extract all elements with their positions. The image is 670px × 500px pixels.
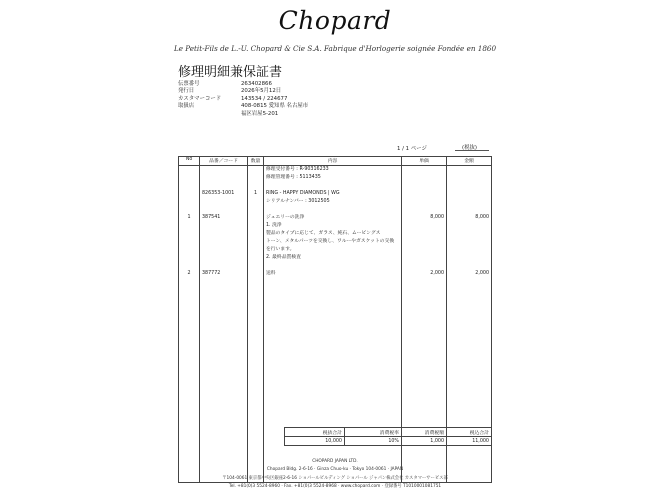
table-row: [179, 174, 492, 182]
cell-code: [200, 174, 248, 182]
table-header-row: [179, 157, 492, 166]
info-value: 263402866: [241, 81, 272, 87]
table-row: [179, 254, 492, 262]
tax-amount-value: 1,000: [402, 437, 447, 446]
blank-cell: [179, 278, 200, 483]
footer-address-jp: 〒104-0061 東京都中央区銀座2-6-16 ショパールビルディング ショパール ジャパン株式会社 カスタマーサービス部: [222, 476, 448, 481]
cell-code: [200, 198, 248, 206]
cell-amount: [447, 166, 492, 175]
cell-qty: [248, 262, 264, 270]
cell-amount: [447, 206, 492, 214]
table-row: [179, 182, 492, 190]
table-row: [179, 190, 492, 198]
tax-amount-label: 消費税額: [402, 428, 447, 437]
header-qty: 数量: [248, 157, 264, 166]
cell-description: [264, 206, 402, 214]
tax-rate-label: 消費税率: [345, 428, 402, 437]
cell-amount: [447, 182, 492, 190]
cell-qty: [248, 206, 264, 214]
cell-code: 826353-1001: [200, 190, 248, 198]
total-label: 税込合計: [447, 428, 492, 437]
cell-qty: [248, 222, 264, 230]
cell-amount: 2,000: [447, 270, 492, 278]
cell-unit-price: [402, 198, 447, 206]
cell-unit-price: [402, 222, 447, 230]
table-row: [179, 214, 492, 222]
totals-table: [284, 427, 492, 446]
table-row: [179, 166, 492, 175]
cell-no: [179, 222, 200, 230]
brand-tagline: Le Petit-Fils de L.-U. Chopard & Cie S.A. Fabrique d'Horlogerie soignée Fondée en 1860: [173, 44, 497, 53]
cell-description: 製品のタイプに応じて、ガラス、純石、ムービングス: [264, 230, 402, 238]
cell-unit-price: 8,000: [402, 214, 447, 222]
table-row: [179, 246, 492, 254]
cell-qty: [248, 198, 264, 206]
cell-description: トーン、メタルパーツを交換し、ワルーやガスケットの交換: [264, 238, 402, 246]
cell-description: を行います。: [264, 246, 402, 254]
table-row: [179, 222, 492, 230]
cell-code: [200, 262, 248, 270]
blank-cell: [264, 278, 402, 483]
cell-code: 387541: [200, 214, 248, 222]
cell-description: [264, 182, 402, 190]
cell-amount: [447, 174, 492, 182]
totals-label-row: [285, 428, 492, 437]
cell-unit-price: [402, 206, 447, 214]
cell-unit-price: [402, 254, 447, 262]
cell-no: [179, 174, 200, 182]
cell-no: [179, 190, 200, 198]
cell-description: 2. 最終品質検査: [264, 254, 402, 262]
cell-amount: [447, 230, 492, 238]
cell-unit-price: [402, 182, 447, 190]
table-blank-space: [179, 278, 492, 483]
cell-unit-price: [402, 190, 447, 198]
cell-code: [200, 206, 248, 214]
info-value: 408-0815 愛知県 名古屋市: [241, 103, 309, 110]
cell-amount: [447, 238, 492, 246]
cell-no: [179, 238, 200, 246]
cell-amount: [447, 262, 492, 270]
blank-cell: [402, 278, 447, 483]
header-description: 内容: [264, 157, 402, 166]
cell-no: 1: [179, 214, 200, 222]
table-row: [179, 198, 492, 206]
header-code: 品番／コード: [200, 157, 248, 166]
cell-qty: [248, 182, 264, 190]
footer-company: CHOPARD JAPAN LTD.: [312, 459, 358, 464]
cell-qty: [248, 270, 264, 278]
tax-rate-value: 10%: [345, 437, 402, 446]
table-row: [179, 270, 492, 278]
info-label: 伝票番号: [178, 81, 200, 87]
cell-qty: [248, 238, 264, 246]
subtotal-label: 税抜合計: [285, 428, 345, 437]
subtotal-value: 10,000: [285, 437, 345, 446]
document-title: 修理明細兼保証書: [178, 65, 283, 80]
footer-address-en: Chopard Bldg. 2-6-16 · Ginza Chuo-ku · Tokyo 104-0061 · JAPAN: [266, 467, 404, 472]
cell-qty: [248, 214, 264, 222]
header-amount: 金額: [447, 157, 492, 166]
cell-no: [179, 166, 200, 175]
cell-unit-price: [402, 246, 447, 254]
table-row: [179, 230, 492, 238]
blank-cell: [200, 278, 248, 483]
cell-qty: [248, 246, 264, 254]
cell-code: [200, 246, 248, 254]
blank-cell: [447, 278, 492, 483]
cell-description: 1. 洗浄: [264, 222, 402, 230]
cell-code: [200, 238, 248, 246]
cell-amount: [447, 190, 492, 198]
cell-amount: [447, 198, 492, 206]
header-unit-price: 単価: [402, 157, 447, 166]
cell-code: [200, 222, 248, 230]
blank-cell: [248, 278, 264, 483]
cell-code: [200, 166, 248, 175]
info-label: 発行日: [178, 88, 195, 95]
cell-no: [179, 254, 200, 262]
cell-qty: [248, 254, 264, 262]
cell-no: [179, 262, 200, 270]
cell-description: [264, 262, 402, 270]
cell-unit-price: [402, 230, 447, 238]
cell-unit-price: 2,000: [402, 270, 447, 278]
cell-description: 修理管理番号 : 5113435: [264, 174, 402, 182]
cell-no: [179, 230, 200, 238]
table-row: [179, 238, 492, 246]
table-row: [179, 262, 492, 270]
cell-code: [200, 230, 248, 238]
cell-code: [200, 182, 248, 190]
info-label: 取扱店: [178, 103, 195, 110]
cell-qty: 1: [248, 190, 264, 198]
unit-label: (税抜): [462, 145, 477, 151]
cell-qty: [248, 174, 264, 182]
footer-contact: Tel. +81(0)3 5524-8960 · Fax. +81(0)3 5524-8968 · www.chopard.com · 登録番号 T1010001081751: [228, 484, 442, 489]
brand-logo: Chopard: [278, 6, 392, 35]
cell-qty: [248, 230, 264, 238]
cell-code: 387772: [200, 270, 248, 278]
total-value: 11,000: [447, 437, 492, 446]
cell-no: [179, 182, 200, 190]
cell-unit-price: [402, 174, 447, 182]
table-row: [179, 206, 492, 214]
unit-underline: [455, 150, 489, 151]
cell-no: [179, 198, 200, 206]
cell-no: 2: [179, 270, 200, 278]
page-indicator: 1 / 1 ページ: [397, 146, 427, 152]
cell-unit-price: [402, 166, 447, 175]
cell-amount: 8,000: [447, 214, 492, 222]
cell-no: [179, 206, 200, 214]
info-value: 2026年5月12日: [241, 88, 282, 95]
info-value: 143534 / 224677: [241, 95, 288, 102]
cell-unit-price: [402, 262, 447, 270]
cell-amount: [447, 246, 492, 254]
info-value: 福区岩屋5-201: [241, 110, 279, 117]
cell-description: 送料: [264, 270, 402, 278]
cell-amount: [447, 222, 492, 230]
cell-description: ジュエリーの洗浄: [264, 214, 402, 222]
cell-unit-price: [402, 238, 447, 246]
info-label: カスタマーコード: [178, 95, 222, 102]
cell-no: [179, 246, 200, 254]
header-no: No: [179, 157, 200, 166]
cell-description: 修理受付番号 : R-90316233: [264, 166, 402, 175]
cell-description: RING - HAPPY DIAMONDS | WG: [264, 190, 402, 198]
totals-value-row: [285, 437, 492, 446]
cell-code: [200, 254, 248, 262]
cell-description: シリアルナンバー : 3012505: [264, 198, 402, 206]
cell-qty: [248, 166, 264, 175]
cell-amount: [447, 254, 492, 262]
